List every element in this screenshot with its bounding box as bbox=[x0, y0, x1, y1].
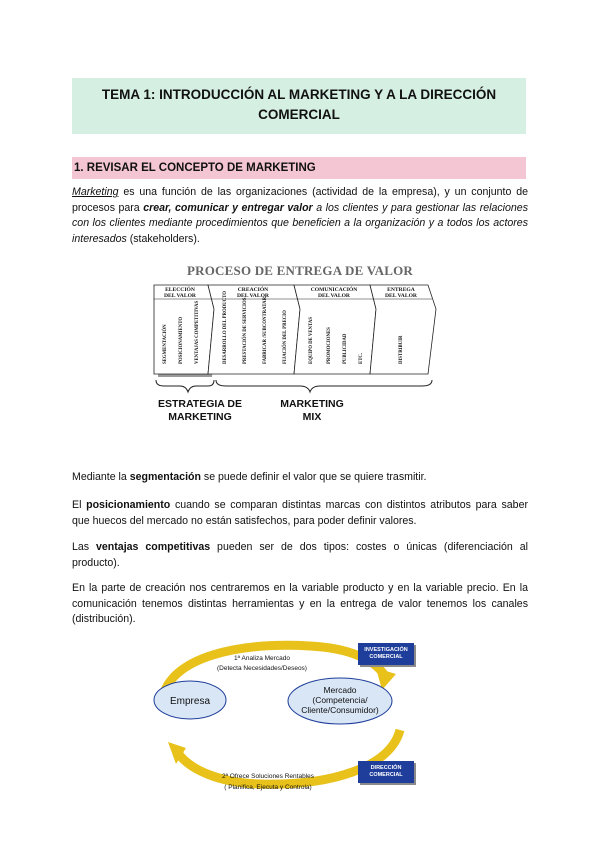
item-etc: ETC. bbox=[359, 352, 364, 364]
top-label-2: (Detecta Necesidades/Deseos) bbox=[217, 665, 307, 672]
p3-text-a: Las bbox=[72, 541, 97, 553]
caption-strategy bbox=[140, 398, 260, 424]
p2-bold: posicionamiento bbox=[86, 499, 171, 511]
company-label: Empresa bbox=[169, 696, 211, 707]
group-delivery-header-2: DEL VALOR bbox=[385, 293, 417, 299]
item-equipo-ventas: EQUIPO DE VENTAS bbox=[309, 316, 314, 364]
group-creation-header-2: DEL VALOR bbox=[237, 293, 269, 299]
item-ventajas: VENTAJAS COMPETITIVAS bbox=[195, 300, 200, 364]
group-creation-header-1: CREACIÓN bbox=[237, 287, 269, 293]
p3-bold: ventajas competitivas bbox=[96, 541, 211, 553]
intro-paragraph bbox=[72, 185, 528, 247]
bottom-label-2: ( Planifica, Ejecuta y Controla) bbox=[224, 784, 312, 791]
badge-direccion-line-1: DIRECCIÓN bbox=[370, 765, 402, 771]
group-communication-header-2: DEL VALOR bbox=[318, 293, 350, 299]
bottom-label-1: 2ª Ofrece Soluciones Rentables bbox=[221, 773, 315, 780]
top-label-1: 1ª Analiza Mercado bbox=[234, 655, 290, 662]
market-label-3: Cliente/Consumidor) bbox=[301, 705, 379, 715]
intro-text-2: a los clientes y para gestionar las relaciones con los clientes mediante procedimientos que beneficien a la organización y a todos los actores interesados bbox=[72, 201, 528, 245]
caption-mix-line-2: MIX bbox=[302, 411, 322, 423]
caption-strategy-line-1: ESTRATEGIA DE bbox=[157, 398, 242, 410]
intro-text-1: es una función de las organizaciones (actividad de la empresa), y un conjunto de procesos para bbox=[72, 186, 528, 214]
strategy-brace bbox=[156, 380, 214, 392]
caption-mix bbox=[262, 398, 362, 424]
item-posicionamiento: POSICIONAMIENTO bbox=[179, 316, 184, 364]
document-title bbox=[72, 78, 526, 134]
p1-text-a: Mediante la bbox=[72, 471, 130, 483]
caption-mix-line-1: MARKETING bbox=[280, 398, 344, 410]
mix-brace bbox=[216, 380, 432, 392]
paragraph-creacion: En la parte de creación nos centraremos en la variable producto y en la variable precio. En la comunicación tenemos distintas herramientas y en la entrega de valor tenemos los canales (distribución). bbox=[72, 582, 528, 625]
badge-investigacion-line-1: INVESTIGACIÓN bbox=[364, 647, 408, 653]
intro-text-3: (stakeholders). bbox=[126, 232, 200, 245]
value-process-title: PROCESO DE ENTREGA DE VALOR bbox=[187, 263, 413, 278]
p1-text-c: se puede definir el valor que se quiere trasmitir. bbox=[200, 471, 427, 483]
group-choice-header-2: DEL VALOR bbox=[164, 293, 196, 299]
paragraph-segmentacion bbox=[72, 470, 528, 486]
item-distribuir: DISTRIBUIR bbox=[399, 335, 404, 364]
item-publicidad: PUBLICIDAD bbox=[343, 333, 348, 364]
section-heading: 1. REVISAR EL CONCEPTO DE MARKETING bbox=[72, 157, 526, 179]
item-prestacion: PRESTACIÓN DE SERVICIOS bbox=[243, 297, 248, 364]
item-promociones: PROMOCIONES bbox=[327, 327, 332, 364]
diagram-braces bbox=[150, 378, 442, 396]
value-process-diagram bbox=[150, 282, 442, 382]
item-fijacion: FIJACIÓN DEL PRECIO bbox=[283, 310, 288, 364]
item-fabricar: FABRICAR /SUBCONTRATAR bbox=[263, 296, 268, 364]
title-line-2: COMERCIAL bbox=[258, 107, 340, 122]
caption-strategy-line-2: MARKETING bbox=[168, 411, 232, 423]
item-segmentacion: SEGMENTACIÓN bbox=[163, 324, 168, 364]
badge-direccion bbox=[358, 761, 414, 783]
p3-text-c: pueden ser de dos tipos: costes o únicas (diferenciación al producto). bbox=[72, 541, 528, 569]
paragraph-posicionamiento bbox=[72, 498, 528, 529]
badge-investigacion-line-2: COMERCIAL bbox=[369, 654, 403, 660]
badge-direccion-line-2: COMERCIAL bbox=[369, 772, 403, 778]
group-communication-header-1: COMUNICACIÓN bbox=[310, 287, 358, 293]
p2-text-c: cuando se comparan distintas marcas con distintos atributos para saber que huecos del mercado no están satisfechos, para poder definir valores. bbox=[72, 499, 528, 527]
market-label-1: Mercado bbox=[323, 685, 357, 695]
badge-investigacion bbox=[358, 643, 414, 665]
p1-bold: segmentación bbox=[129, 471, 201, 483]
market-label-2: (Competencia/ bbox=[312, 695, 368, 705]
marketing-term: Marketing bbox=[72, 186, 119, 198]
p2-text-a: El bbox=[72, 499, 87, 511]
title-line-1: TEMA 1: INTRODUCCIÓN AL MARKETING Y A LA DIRECCIÓN bbox=[101, 87, 497, 102]
paragraph-ventajas bbox=[72, 540, 528, 571]
item-desarrollo: DESARROLLO DEL PRODUCTO bbox=[223, 291, 228, 364]
group-delivery-header-1: ENTREGA bbox=[387, 287, 415, 293]
intro-verbs: crear, comunicar y entregar valor bbox=[143, 201, 313, 214]
group-choice-header-1: ELECCIÓN bbox=[165, 287, 195, 293]
